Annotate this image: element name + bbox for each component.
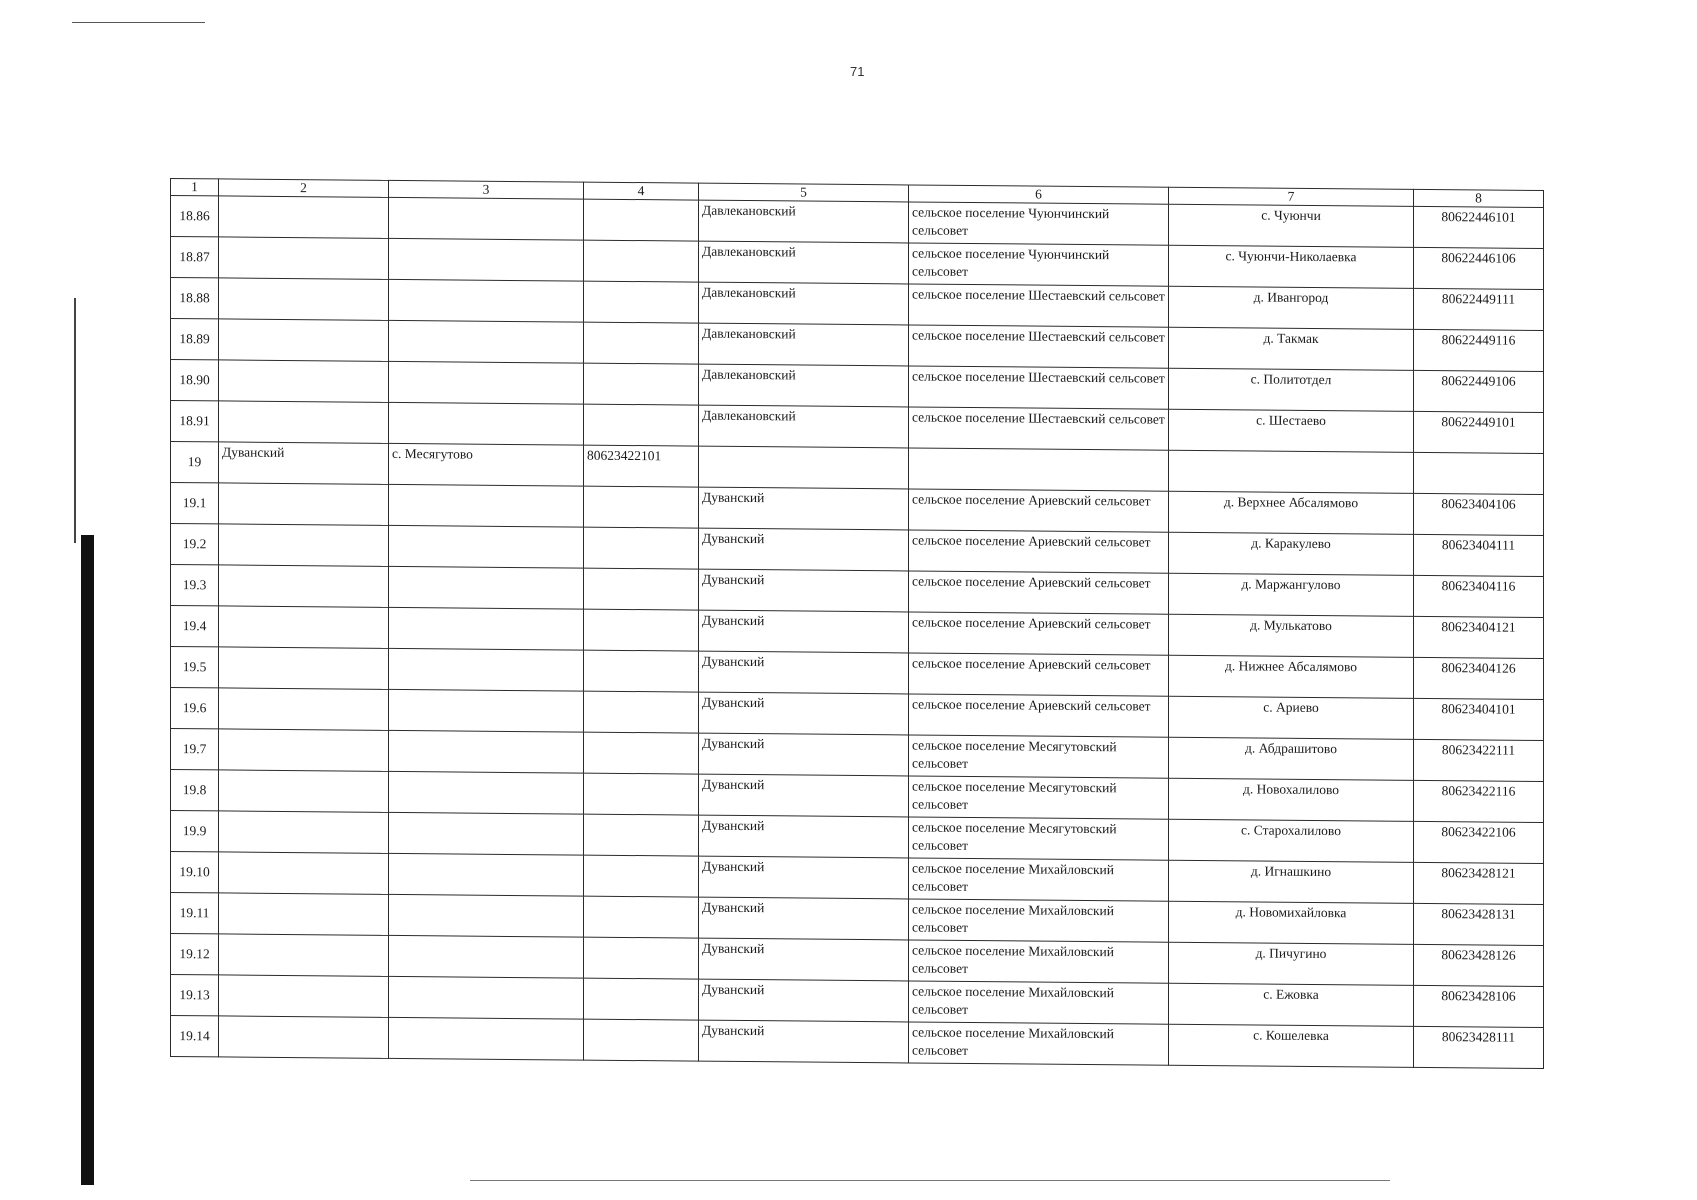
locality-name-cell: д. Нижнее Абсалямово [1169, 655, 1414, 698]
locality-name-cell: с. Кошелевка [1169, 1024, 1414, 1067]
admin-center-code-cell: 80623422101 [584, 445, 699, 487]
locality-code-cell: 80623404111 [1414, 534, 1544, 576]
municipal-district-cell: Дуванский [699, 569, 909, 612]
row-number-cell: 18.88 [171, 278, 219, 319]
municipal-district-cell: Дуванский [699, 856, 909, 899]
locality-name-cell: с. Политотдел [1169, 368, 1414, 411]
district-name-cell [219, 524, 389, 566]
admin-center-code-cell [584, 281, 699, 323]
column-header-8: 8 [1414, 189, 1544, 207]
district-name-cell [219, 647, 389, 689]
district-name-cell [219, 319, 389, 361]
rural-settlement-cell: сельское поселение Ариевский сельсовет [909, 612, 1169, 655]
row-number-cell: 19.11 [171, 893, 219, 934]
rural-settlement-cell: сельское поселение Шестаевский сельсовет [909, 284, 1169, 327]
district-name-cell [219, 401, 389, 443]
column-header-3: 3 [389, 180, 584, 199]
admin-center-code-cell [584, 978, 699, 1020]
district-name-cell [219, 975, 389, 1017]
municipal-district-cell: Дуванский [699, 733, 909, 776]
rural-settlement-cell: сельское поселение Месягутовский сельсовет [909, 735, 1169, 778]
locality-name-cell: д. Такмак [1169, 327, 1414, 370]
locality-code-cell: 80622449116 [1414, 329, 1544, 371]
locality-name-cell: с. Ежовка [1169, 983, 1414, 1026]
district-name-cell [219, 852, 389, 894]
admin-center-code-cell [584, 691, 699, 733]
row-number-cell: 19.10 [171, 852, 219, 893]
municipal-district-cell: Дуванский [699, 610, 909, 653]
rural-settlement-cell: сельское поселение Ариевский сельсовет [909, 489, 1169, 532]
row-number-cell: 19.1 [171, 483, 219, 524]
locality-code-cell: 80623404101 [1414, 698, 1544, 740]
admin-center-code-cell [584, 896, 699, 938]
district-name-cell [219, 196, 389, 238]
locality-name-cell: с. Старохалилово [1169, 819, 1414, 862]
municipal-district-cell: Давлекановский [699, 405, 909, 448]
municipal-district-cell: Дуванский [699, 815, 909, 858]
locality-code-cell: 80623428131 [1414, 903, 1544, 945]
row-number-cell: 19.3 [171, 565, 219, 606]
bottom-rule [470, 1180, 1390, 1181]
admin-center-cell [389, 771, 584, 814]
rural-settlement-cell: сельское поселение Шестаевский сельсовет [909, 366, 1169, 409]
row-number-cell: 18.86 [171, 196, 219, 237]
locality-name-cell: д. Ивангород [1169, 286, 1414, 329]
locality-code-cell: 80623404126 [1414, 657, 1544, 699]
rural-settlement-cell: сельское поселение Ариевский сельсовет [909, 653, 1169, 696]
locality-code-cell: 80623428121 [1414, 862, 1544, 904]
municipal-district-cell: Дуванский [699, 1020, 909, 1063]
rural-settlement-cell: сельское поселение Шестаевский сельсовет [909, 325, 1169, 368]
district-name-cell [219, 729, 389, 771]
admin-center-code-cell [584, 650, 699, 692]
rural-settlement-cell: сельское поселение Ариевский сельсовет [909, 694, 1169, 737]
locality-name-cell: с. Чуюнчи [1169, 204, 1414, 247]
column-header-7: 7 [1169, 187, 1414, 206]
column-header-1: 1 [171, 179, 219, 196]
rural-settlement-cell: сельское поселение Михайловский сельсовет [909, 940, 1169, 983]
locality-code-cell: 80622446101 [1414, 206, 1544, 248]
locality-code-cell: 80623428111 [1414, 1026, 1544, 1068]
municipal-district-cell: Дуванский [699, 528, 909, 571]
district-name-cell [219, 360, 389, 402]
rural-settlement-cell: сельское поселение Чуюнчинский сельсовет [909, 202, 1169, 245]
admin-center-cell [389, 853, 584, 896]
municipal-district-cell: Дуванский [699, 692, 909, 735]
admin-center-cell [389, 730, 584, 773]
admin-center-cell [389, 648, 584, 691]
district-name-cell [219, 934, 389, 976]
rural-settlement-cell: сельское поселение Михайловский сельсовет [909, 981, 1169, 1024]
rural-settlement-cell: сельское поселение Месягутовский сельсовет [909, 776, 1169, 819]
row-number-cell: 19.5 [171, 647, 219, 688]
column-header-2: 2 [219, 179, 389, 197]
admin-center-cell [389, 894, 584, 937]
rural-settlement-cell: сельское поселение Михайловский сельсовет [909, 899, 1169, 942]
row-number-cell: 19.6 [171, 688, 219, 729]
locality-code-cell: 80622449101 [1414, 411, 1544, 453]
district-name-cell [219, 606, 389, 648]
admin-center-cell [389, 566, 584, 609]
row-number-cell: 19.12 [171, 934, 219, 975]
locality-name-cell: с. Ариево [1169, 696, 1414, 739]
admin-center-code-cell [584, 937, 699, 979]
municipal-district-cell: Давлекановский [699, 200, 909, 243]
admin-center-cell [389, 976, 584, 1019]
district-name-cell [219, 1016, 389, 1058]
municipal-district-cell: Дуванский [699, 938, 909, 981]
row-number-cell: 19.14 [171, 1016, 219, 1057]
district-name-cell [219, 893, 389, 935]
admin-center-cell [389, 607, 584, 650]
locality-name-cell: д. Абдрашитово [1169, 737, 1414, 780]
locality-name-cell: д. Мулькатово [1169, 614, 1414, 657]
admin-center-code-cell [584, 1019, 699, 1061]
rural-settlement-cell: сельское поселение Ариевский сельсовет [909, 530, 1169, 573]
scan-edge-bar [81, 535, 94, 1185]
settlements-table [170, 178, 1544, 1069]
municipal-district-cell: Давлекановский [699, 323, 909, 366]
row-number-cell: 18.89 [171, 319, 219, 360]
locality-name-cell: д. Новохалилово [1169, 778, 1414, 821]
top-rule [72, 22, 205, 23]
locality-code-cell: 80623422106 [1414, 821, 1544, 863]
admin-center-code-cell [584, 527, 699, 569]
rural-settlement-cell: сельское поселение Чуюнчинский сельсовет [909, 243, 1169, 286]
district-name-cell [219, 688, 389, 730]
admin-center-cell [389, 279, 584, 322]
locality-code-cell: 80622449106 [1414, 370, 1544, 412]
page-number: 71 [850, 64, 865, 79]
locality-code-cell: 80623428106 [1414, 985, 1544, 1027]
admin-center-cell [389, 812, 584, 855]
locality-code-cell [1414, 452, 1544, 494]
admin-center-code-cell [584, 404, 699, 446]
locality-name-cell: с. Шестаево [1169, 409, 1414, 452]
locality-code-cell: 80623428126 [1414, 944, 1544, 986]
locality-code-cell: 80623404121 [1414, 616, 1544, 658]
municipal-district-cell: Дуванский [699, 774, 909, 817]
admin-center-cell [389, 402, 584, 445]
rural-settlement-cell: сельское поселение Ариевский сельсовет [909, 571, 1169, 614]
municipal-district-cell: Дуванский [699, 487, 909, 530]
district-name-cell: Дуванский [219, 442, 389, 484]
admin-center-cell [389, 1017, 584, 1060]
district-name-cell [219, 483, 389, 525]
municipal-district-cell: Давлекановский [699, 364, 909, 407]
locality-name-cell: д. Верхнее Абсалямово [1169, 491, 1414, 534]
admin-center-code-cell [584, 199, 699, 241]
admin-center-code-cell [584, 814, 699, 856]
admin-center-code-cell [584, 486, 699, 528]
row-number-cell: 18.90 [171, 360, 219, 401]
table-body [171, 196, 1544, 1069]
column-header-6: 6 [909, 185, 1169, 204]
rural-settlement-cell: сельское поселение Месягутовский сельсовет [909, 817, 1169, 860]
admin-center-code-cell [584, 240, 699, 282]
locality-code-cell: 80623404116 [1414, 575, 1544, 617]
admin-center-cell [389, 238, 584, 281]
locality-name-cell: д. Каракулево [1169, 532, 1414, 575]
district-name-cell [219, 278, 389, 320]
row-number-cell: 19.4 [171, 606, 219, 647]
municipal-district-cell: Дуванский [699, 897, 909, 940]
admin-center-code-cell [584, 568, 699, 610]
admin-center-cell [389, 525, 584, 568]
admin-center-code-cell [584, 609, 699, 651]
row-number-cell: 19.8 [171, 770, 219, 811]
admin-center-code-cell [584, 773, 699, 815]
row-number-cell: 19.7 [171, 729, 219, 770]
locality-name-cell [1169, 450, 1414, 493]
row-number-cell: 19.9 [171, 811, 219, 852]
district-name-cell [219, 565, 389, 607]
municipal-district-cell: Дуванский [699, 979, 909, 1022]
district-name-cell [219, 237, 389, 279]
municipal-district-cell [699, 446, 909, 489]
row-number-cell: 19.13 [171, 975, 219, 1016]
locality-code-cell: 80623404106 [1414, 493, 1544, 535]
admin-center-code-cell [584, 322, 699, 364]
locality-name-cell: д. Игнашкино [1169, 860, 1414, 903]
district-name-cell [219, 770, 389, 812]
admin-center-cell [389, 935, 584, 978]
locality-code-cell: 80623422111 [1414, 739, 1544, 781]
locality-name-cell: с. Чуюнчи-Николаевка [1169, 245, 1414, 288]
admin-center-cell [389, 197, 584, 240]
admin-center-cell [389, 320, 584, 363]
locality-code-cell: 80623422116 [1414, 780, 1544, 822]
district-name-cell [219, 811, 389, 853]
locality-name-cell: д. Маржангулово [1169, 573, 1414, 616]
locality-name-cell: д. Пичугино [1169, 942, 1414, 985]
municipal-district-cell: Давлекановский [699, 282, 909, 325]
municipal-district-cell: Дуванский [699, 651, 909, 694]
row-number-cell: 19 [171, 442, 219, 483]
admin-center-cell [389, 689, 584, 732]
admin-center-cell [389, 361, 584, 404]
rural-settlement-cell: сельское поселение Михайловский сельсовет [909, 1022, 1169, 1065]
municipal-district-cell: Давлекановский [699, 241, 909, 284]
row-number-cell: 18.91 [171, 401, 219, 442]
admin-center-cell [389, 484, 584, 527]
admin-center-code-cell [584, 732, 699, 774]
row-number-cell: 18.87 [171, 237, 219, 278]
rural-settlement-cell [909, 448, 1169, 491]
locality-name-cell: д. Новомихайловка [1169, 901, 1414, 944]
scan-edge-line [74, 298, 76, 543]
admin-center-code-cell [584, 363, 699, 405]
admin-center-cell: с. Месягутово [389, 443, 584, 486]
rural-settlement-cell: сельское поселение Шестаевский сельсовет [909, 407, 1169, 450]
admin-center-code-cell [584, 855, 699, 897]
rural-settlement-cell: сельское поселение Михайловский сельсовет [909, 858, 1169, 901]
locality-code-cell: 80622446106 [1414, 247, 1544, 289]
locality-code-cell: 80622449111 [1414, 288, 1544, 330]
row-number-cell: 19.2 [171, 524, 219, 565]
column-header-5: 5 [699, 183, 909, 202]
column-header-4: 4 [584, 182, 699, 200]
